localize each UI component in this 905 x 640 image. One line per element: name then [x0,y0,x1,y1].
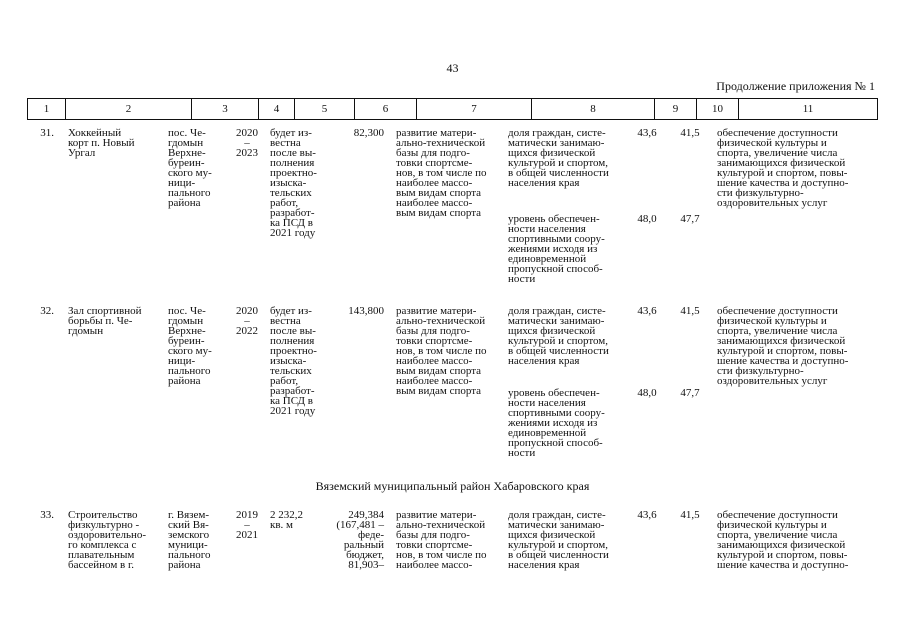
row-number: 31. [40,127,54,139]
header-cell: 6 [354,99,416,119]
indicator-provision: уровень обеспечен- ности населения спортивными соору- жениями исходя из единовременной пропускной способ- ности [508,387,605,459]
value-col10-share: 41,5 [680,509,700,521]
header-cell: 1 [43,103,50,115]
value-col9-provision: 48,0 [637,387,657,399]
value-col9-provision: 48,0 [637,213,657,225]
object-years: 2019 – 2021 [236,509,258,541]
value-col9-share: 43,6 [637,305,657,317]
row-number: 32. [40,305,54,317]
object-name: Хоккейный корт п. Новый Ургал [68,127,135,159]
table-header [27,98,878,120]
header-cell: 7 [416,99,531,119]
object-cost: 249,384 (167,481 – феде- ральный бюджет, 81,903– [336,509,384,571]
object-cost: 82,300 [353,127,384,139]
object-location: пос. Че- гдомын Верхне- буреин- ского му- ници- пального района [168,305,212,387]
object-goal: развитие матери- ально-технической базы для подго- товки спортсме- нов, в том числе по наиболее массо- вым видам спорта наиболее массо- вым видам спорта [396,127,487,219]
object-capacity: будет из- вестна после вы- полнения проектно- изыска- тельских работ, разработ- ка ПСД в 2021 году [270,127,317,239]
header-cell: 11 [738,99,877,119]
header-cell: 3 [191,99,258,119]
value-col9-share: 43,6 [637,509,657,521]
indicator-share: доля граждан, систе- матически занимаю- щихся физической культурой и спортом, в общей численности населения края [508,127,609,189]
value-col10-provision: 47,7 [680,387,700,399]
indicator-provision: уровень обеспечен- ности населения спортивными соору- жениями исходя из единовременной пропускной способ- ности [508,213,605,285]
value-col10-share: 41,5 [680,127,700,139]
object-name: Зал спортивной борьбы п. Че- гдомын [68,305,142,337]
object-name: Строительство физкультурно - оздоровительно- го комплекса с плавательным бассейном в г. [68,509,147,571]
object-capacity: будет из- вестна после вы- полнения проектно- изыска- тельских работ, разработ- ка ПСД в 2021 году [270,305,317,417]
value-col10-provision: 47,7 [680,213,700,225]
indicator-share: доля граждан, систе- матически занимаю- щихся физической культурой и спортом, в общей численности населения края [508,509,609,571]
expected-effect: обеспечение доступности физической культуры и спорта, увеличение числа занимающихся физической культурой и спортом, повы- шение качества и доступно- сти физкультурно- оздоровительных услуг [717,305,849,387]
object-goal: развитие матери- ально-технической базы для подго- товки спортсме- нов, в том числе по наиболее массо- вым видам спорта наиболее массо- вым видам спорта [396,305,487,397]
header-cell: 4 [258,99,294,119]
section-title: Вяземский муниципальный район Хабаровского края [315,479,590,493]
row-number: 33. [40,509,54,521]
indicator-share: доля граждан, систе- матически занимаю- щихся физической культурой и спортом, в общей численности населения края [508,305,609,367]
object-years: 2020 – 2023 [236,127,258,159]
header-cell: 2 [65,99,191,119]
header-cell: 8 [531,99,654,119]
object-cost: 143,800 [348,305,384,317]
object-years: 2020 – 2022 [236,305,258,337]
header-cell: 5 [294,99,354,119]
value-col9-share: 43,6 [637,127,657,139]
continuation-label: Продолжение приложения № 1 [716,79,875,93]
page-number: 43 [446,61,459,75]
object-location: пос. Че- гдомын Верхне- буреин- ского му- ници- пального района [168,127,212,209]
expected-effect: обеспечение доступности физической культуры и спорта, увеличение числа занимающихся физической культурой и спортом, повы- шение качества и доступно- сти физкультурно- оздоровительных услуг [717,127,849,209]
object-goal: развитие матери- ально-технической базы для подго- товки спортсме- нов, в том числе по наиболее массо- [396,509,487,571]
header-cell: 10 [696,99,738,119]
object-capacity: 2 232,2 кв. м [270,509,303,531]
header-cell: 9 [654,99,696,119]
value-col10-share: 41,5 [680,305,700,317]
object-location: г. Вязем- ский Вя- земского муници- пального района [168,509,211,571]
expected-effect: обеспечение доступности физической культуры и спорта, увеличение числа занимающихся физической культурой и спортом, повы- шение качества и доступно- [717,509,849,571]
